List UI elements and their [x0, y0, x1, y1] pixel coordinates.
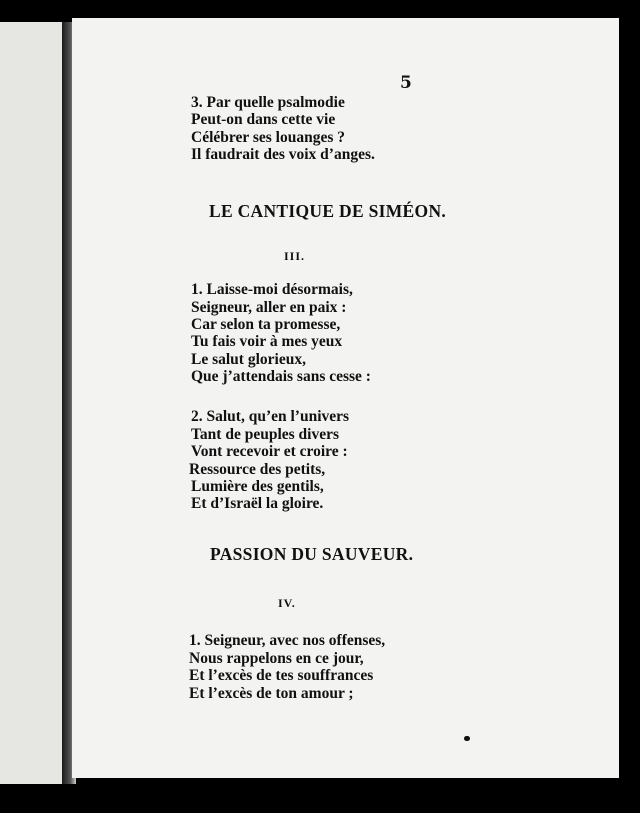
- verse-line: 3. Par quelle psalmodie: [191, 94, 345, 111]
- book-page: [72, 18, 619, 778]
- verse-line: Tu fais voir à mes yeux: [191, 333, 343, 350]
- verse-line: Lumière des gentils,: [191, 478, 324, 495]
- verse-line: Célébrer ses louanges ?: [191, 129, 345, 146]
- verse-line: 1. Laisse-moi désormais,: [191, 281, 353, 298]
- verse-line: Et l’excès de tes souffrances: [189, 667, 374, 684]
- verse-line: 2. Salut, qu’en l’univers: [191, 408, 350, 425]
- section-title-simeon: LE CANTIQUE DE SIMÉON.: [209, 201, 447, 221]
- verse-line: Vont recevoir et croire :: [191, 443, 348, 460]
- bleed-through-texture: [472, 98, 582, 718]
- verse-line: Tant de peuples divers: [191, 426, 339, 443]
- section-title-passion: PASSION DU SAUVEUR.: [210, 544, 414, 564]
- verse-line: Peut-on dans cette vie: [191, 111, 336, 128]
- hymn-number-iii: III.: [284, 249, 306, 263]
- verse-line: Le salut glorieux,: [191, 351, 306, 368]
- verse-line: Il faudrait des voix d’anges.: [191, 146, 375, 163]
- verse-line: Nous rappelons en ce jour,: [189, 650, 364, 667]
- verse-line: Que j’attendais sans cesse :: [191, 368, 371, 385]
- verse-line: Et l’excès de ton amour ;: [189, 685, 354, 702]
- hymn-number-iv: IV.: [278, 596, 296, 610]
- verse-line: Et d’Israël la gloire.: [191, 495, 324, 512]
- page-number: 5: [400, 73, 412, 93]
- verse-line: Seigneur, aller en paix :: [191, 299, 347, 316]
- facing-page-edge: [0, 22, 67, 784]
- verse-line: 1. Seigneur, avec nos offenses,: [189, 632, 386, 649]
- verse-line: Car selon ta promesse,: [191, 316, 341, 333]
- verse-line: Ressource des petits,: [189, 461, 326, 478]
- ink-mark: [464, 736, 470, 741]
